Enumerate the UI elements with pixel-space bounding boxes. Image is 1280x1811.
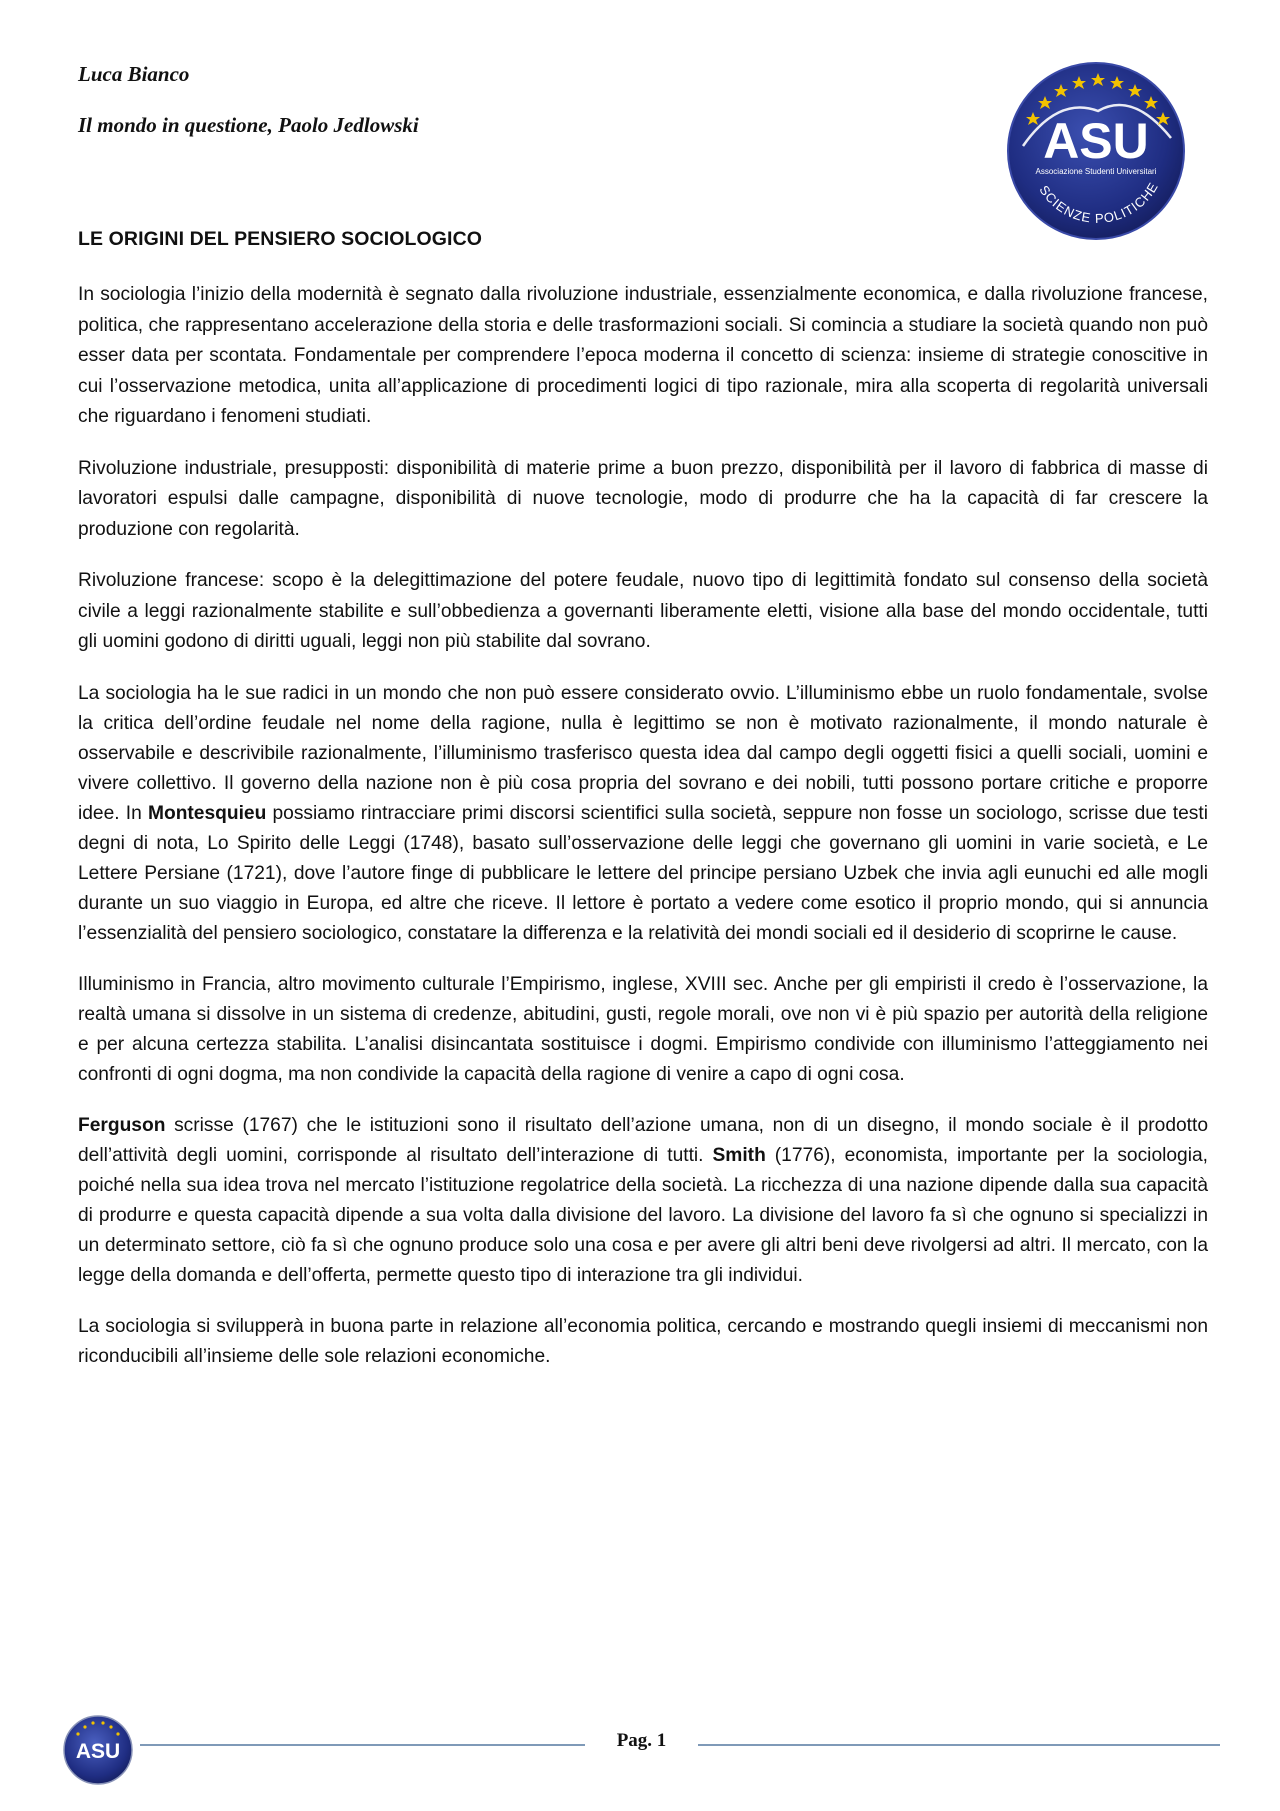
paragraph-ferguson-smith	[78, 1111, 1208, 1291]
section-heading: LE ORIGINI DEL PENSIERO SOCIOLOGICO	[78, 228, 483, 250]
paragraph-enlightenment	[78, 679, 1208, 949]
name-montesquieu: Montesquieu	[147, 802, 267, 824]
paragraph-conclusion: La sociologia si svilupperà in buona parte in relazione all’economia politica, cercando e mostrando quegli insiemi di meccanismi non riconducibili all’insieme delle sole relazioni economiche.	[78, 1315, 1208, 1367]
logo-arc-text: SCIENZE POLITICHE	[1036, 179, 1162, 226]
page-number: Pag. 1	[616, 1730, 667, 1751]
book-title: Il mondo in questione, Paolo Jedlowski	[78, 113, 419, 137]
paragraph-modernity: In sociologia l’inizio della modernità è segnato dalla rivoluzione industriale, essenzialmente economica, e dalla rivoluzione francese, politica, che rappresentano accelerazione della storia e delle trasformazioni sociali. Si comincia a studiare la società quando non può esser data per scontata. Fondamentale per comprendere l’epoca moderna il concetto di scienza: insieme di strategie conoscitive in cui l’osservazione metodica, unita all’applicazione di procedimenti logici di tipo razionale, mira alla scoperta di regolarità universali che riguardano i fenomeni studiati.	[78, 284, 1208, 427]
paragraph-text: scrisse (1767) che le istituzioni sono il risultato dell’azione umana, non di un disegno, il mondo sociale è il prodotto dell’attività degli uomini, corrisponde al risultato dell’interazione di tutti.	[78, 1114, 1208, 1166]
asu-logo	[1003, 56, 1189, 246]
page-footer	[0, 1700, 1280, 1800]
footer-divider-right	[698, 1744, 1220, 1746]
paragraph-text: La sociologia ha le sue radici in un mondo che non può essere considerato ovvio. L’illuminismo ebbe un ruolo fondamentale, svolse la critica dell’ordine feudale nel nome della ragione, nulla è legittimo se non è motivato razionalmente, il mondo naturale è osservabile e descrivibile razionalmente, l’illuminismo trasferisco questa idea dal campo degli oggetti fisici a quelli sociali, uomini e vivere collettivo. Il governo della nazione non è più cosa propria del sovrano e dei nobili, tutti possono portare critiche e proporre idee. In	[78, 682, 1208, 824]
paragraph-text: (1776), economista, importante per la sociologia, poiché nella sua idea trova nel mercato l’istituzione regolatrice della società. La ricchezza di una nazione dipende dalla sua capacità di produrre e questa capacità dipende a sua volta dalla divisione del lavoro. La divisione del lavoro fa sì che ognuno si specializzi in un determinato settore, ciò fa sì che ognuno produce solo una cosa e per avere gli altri beni deve rivolgersi ad altri. Il mercato, con la legge della domanda e dell’offerta, permette questo tipo di interazione tra gli individui.	[78, 1144, 1208, 1286]
logo-main-text: ASU	[1043, 113, 1149, 169]
name-ferguson: Ferguson	[78, 1114, 166, 1136]
paragraph-empiricism: Illuminismo in Francia, altro movimento culturale l’Empirismo, inglese, XVIII sec. Anche per gli empiristi il credo è l’osservazione, la realtà umana si dissolve in un sistema di credenze, abitudini, gusti, regole morali, ove non vi è più spazio per autorità della religione e per alcuna certezza stabilita. L’analisi disincantata sostituisce i dogmi. Empirismo condivide con illuminismo l’atteggiamento nei confronti di ogni dogma, ma non condivide la capacità della ragione di venire a capo di ogni cosa.	[78, 973, 1208, 1085]
author-name: Luca Bianco	[78, 62, 190, 86]
footer-divider-left	[140, 1744, 585, 1746]
logo-sub-text: Associazione Studenti Universitari	[1035, 167, 1157, 176]
paragraph-french-revolution: Rivoluzione francese: scopo è la delegittimazione del potere feudale, nuovo tipo di legittimità fondato sul consenso della società civile a leggi razionalmente stabilite e sull’obbedienza a governanti liberamente eletti, visione alla base del mondo occidentale, tutti gli uomini godono di diritti uguali, leggi non più stabilite dal sovrano.	[78, 570, 1208, 652]
name-smith: Smith	[712, 1144, 766, 1166]
body-text	[78, 280, 1208, 1394]
paragraph-text: possiamo rintracciare primi discorsi scientifici sulla società, seppure non fosse un sociologo, scrisse due testi degni di nota, Lo Spirito delle Leggi (1748), basato sull’osservazione delle leggi che governano gli uomini in varie società, e Le Lettere Persiane (1721), dove l’autore finge di pubblicare le lettere del principe persiano Uzbek che invia agli eunuchi ed alle mogli durante un suo viaggio in Europa, ed altre che riceve. Il lettore è portato a vedere come esotico il proprio mondo, qui si annuncia l’essenzialità del pensiero sociologico, constatare la differenza e la relatività dei mondi sociali ed il desiderio di scoprirne le cause.	[78, 802, 1208, 944]
logo-small-text: ASU	[75, 1740, 121, 1763]
paragraph-industrial-revolution: Rivoluzione industriale, presupposti: disponibilità di materie prime a buon prezzo, disponibilità per il lavoro di fabbrica di masse di lavoratori espulsi dalle campagne, disponibilità di nuove tecnologie, modo di produrre che ha la capacità di far crescere la produzione con regolarità.	[78, 457, 1208, 540]
asu-logo-small	[60, 1712, 136, 1788]
